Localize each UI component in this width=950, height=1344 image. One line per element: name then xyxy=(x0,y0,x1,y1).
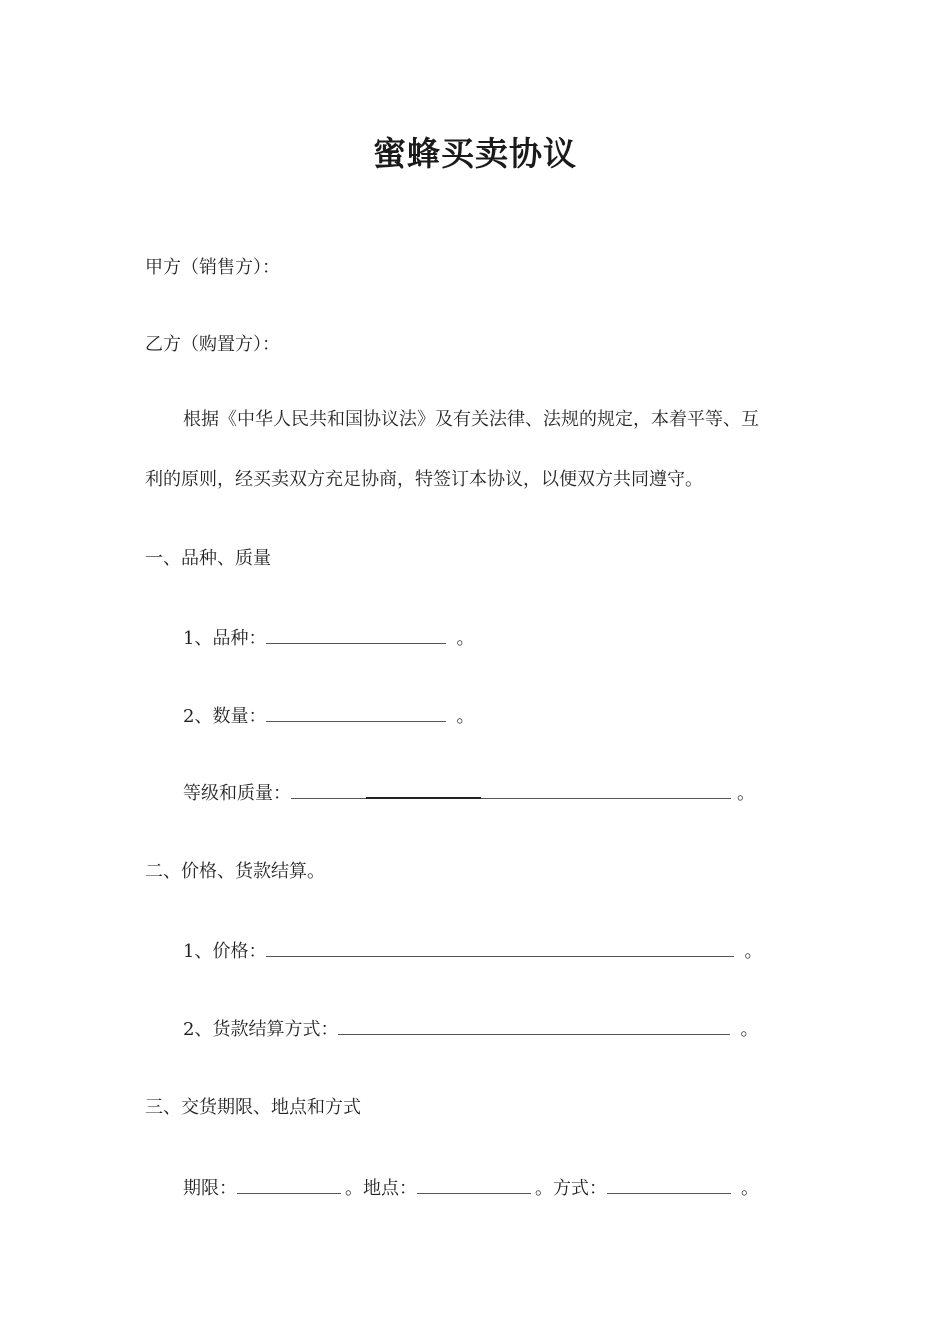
term-blank[interactable] xyxy=(237,1175,341,1194)
variety-row xyxy=(183,625,474,652)
term-label: 期限： xyxy=(183,1178,237,1199)
payment-method-blank[interactable] xyxy=(338,1016,730,1035)
section-1-heading: 一、品种、质量 xyxy=(145,548,271,569)
variety-period: 。 xyxy=(456,628,475,649)
intro-paragraph-line-2: 利的原则，经买卖双方充足协商，特签订本协议，以便双方共同遵守。 xyxy=(145,469,703,490)
payment-method-label: 2、货款结算方式： xyxy=(183,1019,339,1040)
party-b-line: 乙方（购置方）： xyxy=(145,334,280,355)
party-a-line: 甲方（销售方）： xyxy=(145,257,280,278)
price-blank[interactable] xyxy=(266,938,734,957)
method-blank[interactable] xyxy=(607,1175,731,1194)
quantity-label: 2、数量： xyxy=(183,706,267,727)
grade-quality-label: 等级和质量： xyxy=(183,783,291,804)
delivery-row xyxy=(183,1175,759,1202)
payment-method-period: 。 xyxy=(740,1019,759,1040)
grade-quality-blank[interactable] xyxy=(291,781,731,799)
price-row xyxy=(183,938,762,965)
quantity-row xyxy=(183,703,474,730)
section-2-heading: 二、价格、货款结算。 xyxy=(145,861,325,882)
place-label: 。地点： xyxy=(345,1178,417,1199)
grade-quality-row xyxy=(183,781,755,807)
payment-method-row xyxy=(183,1016,758,1043)
intro-paragraph-line-1: 根据《中华人民共和国协议法》及有关法律、法规的规定，本着平等、互 xyxy=(183,409,759,430)
grade-quality-period: 。 xyxy=(737,783,755,804)
place-blank[interactable] xyxy=(417,1175,531,1194)
method-label: 。方式： xyxy=(535,1178,607,1199)
delivery-period: 。 xyxy=(741,1178,759,1199)
section-3-heading: 三、交货期限、地点和方式 xyxy=(145,1097,361,1118)
price-period: 。 xyxy=(744,941,763,962)
quantity-period: 。 xyxy=(456,706,475,727)
document-title: 蜜蜂买卖协议 xyxy=(373,134,577,173)
variety-blank[interactable] xyxy=(266,625,446,644)
price-label: 1、价格： xyxy=(183,941,267,962)
variety-label: 1、品种： xyxy=(183,628,267,649)
quantity-blank[interactable] xyxy=(266,703,446,722)
